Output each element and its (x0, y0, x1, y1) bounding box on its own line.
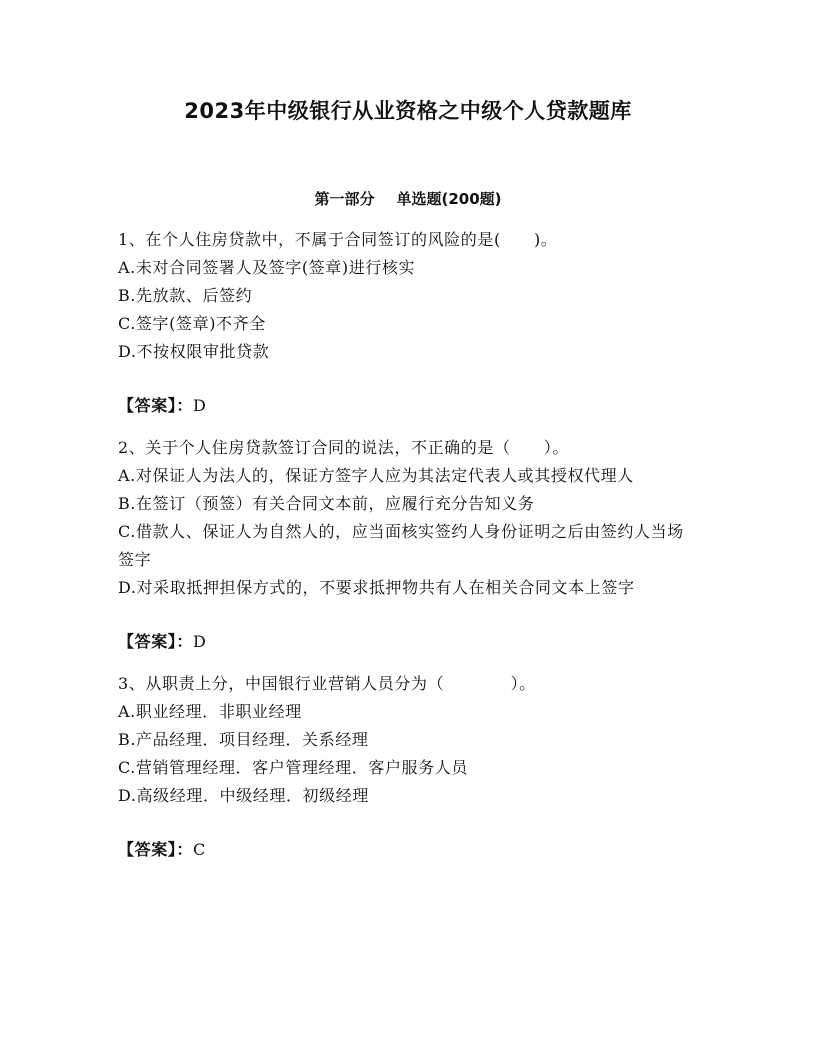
option-b: B.产品经理．项目经理．关系经理 (118, 730, 369, 749)
question-item (118, 670, 693, 864)
question-stem: 1、在个人住房贷款中，不属于合同签订的风险的是( )。 (118, 230, 558, 249)
question-item (118, 226, 693, 420)
option-d: D.不按权限审批贷款 (118, 342, 270, 361)
section-heading (0, 186, 816, 212)
section-name: 单选题(200题) (396, 190, 502, 208)
answer-label: 【答案】： (118, 840, 194, 859)
answer-value: C (193, 840, 206, 859)
option-c: C.营销管理经理．客户管理经理．客户服务人员 (118, 758, 468, 777)
answer-value: D (193, 396, 207, 415)
option-d: D.对采取抵押担保方式的，不要求抵押物共有人在相关合同文本上签字 (118, 578, 635, 597)
answer-label: 【答案】： (118, 396, 194, 415)
question-stem: 2、关于个人住房贷款签订合同的说法，不正确的是（ ）。 (118, 438, 569, 457)
section-part: 第一部分 (314, 190, 375, 208)
answer-value: D (193, 632, 207, 651)
option-b: B.在签订（预签）有关合同文本前，应履行充分告知义务 (118, 494, 535, 513)
document-title: 2023年中级银行从业资格之中级个人贷款题库 (184, 99, 632, 123)
option-c: C.借款人、保证人为自然人的，应当面核实签约人身份证明之后由签约人当场签字 (118, 522, 684, 569)
question-list (118, 226, 693, 878)
option-b: B.先放款、后签约 (118, 286, 253, 305)
option-a: A.未对合同签署人及签字(签章)进行核实 (118, 258, 416, 277)
option-d: D.高级经理．中级经理．初级经理 (118, 786, 369, 805)
option-a: A.职业经理．非职业经理 (118, 702, 302, 721)
answer-label: 【答案】： (118, 632, 194, 651)
answer-line (118, 836, 693, 864)
answer-line (118, 392, 693, 420)
option-c: C.签字(签章)不齐全 (118, 314, 266, 333)
option-a: A.对保证人为法人的，保证方签字人应为其法定代表人或其授权代理人 (118, 466, 634, 485)
answer-line (118, 628, 693, 656)
question-item (118, 434, 693, 656)
question-stem: 3、从职责上分，中国银行业营销人员分为（ ）。 (118, 674, 536, 693)
